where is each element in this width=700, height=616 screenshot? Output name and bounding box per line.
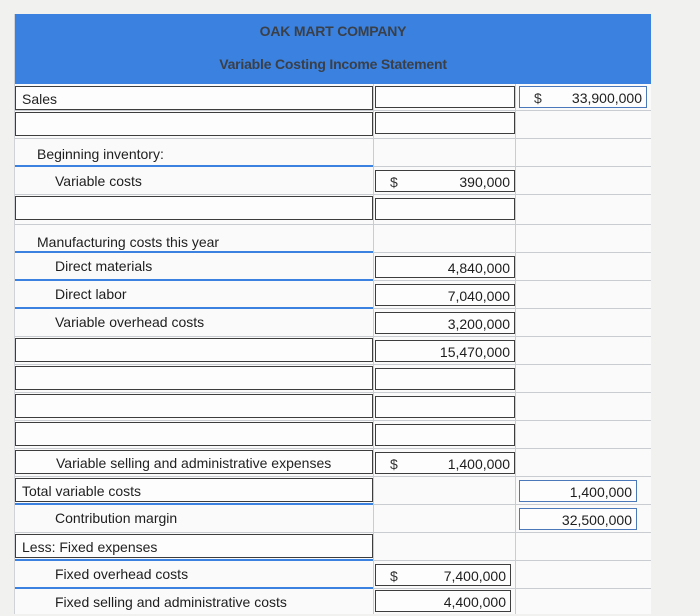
blank-row [15,110,651,139]
blank-row [15,392,651,421]
direct-labor-row [15,280,651,309]
variable-selling-row [15,448,651,477]
total-variable-costs-row [15,476,651,505]
sales-row [15,84,651,111]
manufacturing-total-input[interactable] [375,340,515,362]
blank-label-box[interactable] [15,422,373,446]
blank-label-box[interactable] [15,394,373,418]
variable-overhead-row [15,308,651,337]
direct-labor-input[interactable] [375,284,515,306]
direct-materials-amount: 4,840,000 [447,260,510,276]
total-variable-costs-label: Total variable costs [22,483,142,499]
total-variable-costs-amount: 1,400,000 [569,484,632,500]
contribution-margin-amount: 32,500,000 [561,512,632,528]
variable-selling-amount: 1,400,000 [447,456,510,472]
blank-input[interactable] [375,198,515,220]
less-fixed-expenses-row [15,532,651,561]
row-highlight [15,587,373,589]
row-highlight [15,503,373,505]
variable-overhead-amount: 3,200,000 [447,316,510,332]
statement-title: Variable Costing Income Statement [219,56,447,72]
row-highlight [15,279,373,281]
beginning-inventory-label: Beginning inventory: [37,146,164,162]
fixed-selling-input[interactable] [375,590,511,612]
manufacturing-total-amount: 15,470,000 [439,344,510,360]
contribution-margin-input[interactable] [519,508,637,530]
statement-header [15,14,651,84]
manufacturing-costs-row [15,224,651,253]
blank-row [15,364,651,393]
variable-overhead-input[interactable] [375,312,515,334]
row-highlight [15,559,373,561]
direct-labor-label: Direct labor [55,286,127,302]
sales-amount-input[interactable] [519,86,647,108]
blank-input[interactable] [375,112,515,134]
blank-label-box[interactable] [15,338,373,362]
blank-row [15,420,651,449]
sales-middle-input[interactable] [375,86,515,108]
variable-selling-label: Variable selling and administrative expenses [56,455,332,471]
contribution-margin-label: Contribution margin [55,510,178,526]
company-name: OAK MART COMPANY [259,23,407,39]
less-fixed-label-box[interactable] [15,534,373,558]
variable-costs-label: Variable costs [55,173,142,189]
total-variable-costs-input[interactable] [519,480,637,502]
variable-costs-input[interactable] [375,170,515,192]
dollar-sign: $ [534,90,542,106]
row-highlight [15,307,373,309]
row-highlight [15,251,373,253]
fixed-overhead-row [15,560,651,589]
direct-materials-row [15,252,651,281]
manufacturing-costs-label: Manufacturing costs this year [37,234,220,250]
blank-label-box[interactable] [15,196,373,220]
sales-amount: 33,900,000 [571,90,642,106]
direct-materials-label: Direct materials [55,258,153,274]
fixed-selling-label: Fixed selling and administrative costs [55,594,287,610]
less-fixed-expenses-label: Less: Fixed expenses [22,539,158,555]
variable-overhead-label: Variable overhead costs [55,314,205,330]
fixed-overhead-input[interactable] [375,564,511,586]
blank-input[interactable] [375,368,515,390]
fixed-selling-amount: 4,400,000 [443,594,506,610]
dollar-sign: $ [390,456,398,472]
variable-costs-row [15,166,651,195]
income-statement-sheet [14,14,651,614]
variable-selling-label-box[interactable] [15,450,373,474]
blank-label-box[interactable] [15,366,373,390]
fixed-overhead-amount: 7,400,000 [443,568,506,584]
total-variable-label-box[interactable] [15,478,373,502]
blank-label-box[interactable] [15,112,373,136]
manufacturing-total-row [15,336,651,365]
beginning-inventory-row [15,138,651,167]
dollar-sign: $ [390,174,398,190]
dollar-sign: $ [390,568,398,584]
sales-label-box[interactable] [15,86,373,110]
fixed-selling-row [15,588,651,614]
variable-costs-amount: 390,000 [459,174,510,190]
direct-materials-input[interactable] [375,256,515,278]
direct-labor-amount: 7,040,000 [447,288,510,304]
variable-selling-input[interactable] [375,452,515,474]
blank-input[interactable] [375,424,515,446]
sales-label: Sales [22,91,58,107]
blank-row [15,194,651,225]
row-highlight [15,165,373,167]
fixed-overhead-label: Fixed overhead costs [55,566,189,582]
contribution-margin-row [15,504,651,533]
blank-input[interactable] [375,396,515,418]
